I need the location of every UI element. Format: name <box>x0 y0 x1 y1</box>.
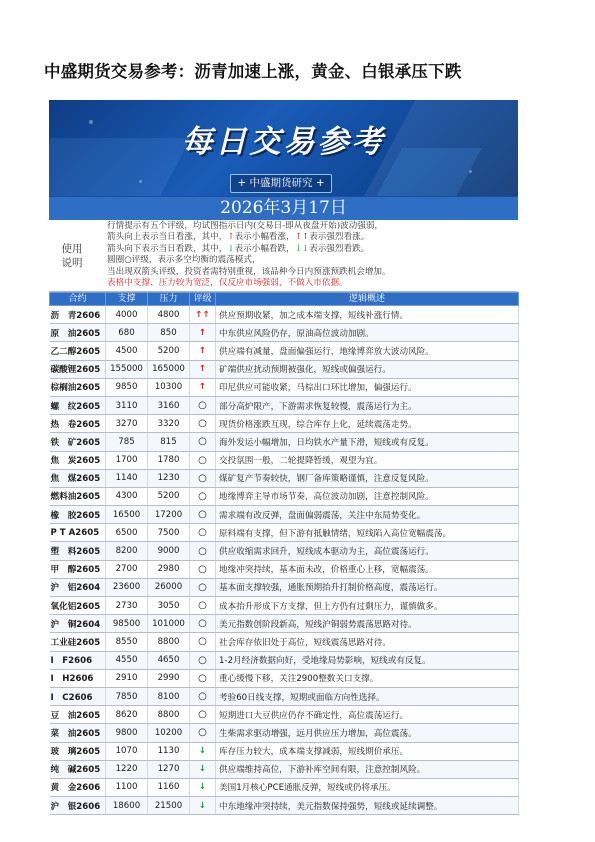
pressure-value: 21500 <box>148 797 190 815</box>
contract-name: 沪 银2606 <box>50 797 106 815</box>
contract-name: I C2606 <box>50 687 106 705</box>
logic-summary: 生柴需求驱动增强，远月供应压力增加，高位震荡。 <box>216 724 519 742</box>
rating-icon: ↑ <box>190 378 216 396</box>
pressure-value: 26000 <box>148 578 190 596</box>
pressure-value: 10300 <box>148 378 190 396</box>
rating-icon: ○ <box>190 451 216 469</box>
rating-icon: ○ <box>190 415 216 433</box>
pressure-value: 5200 <box>148 342 190 360</box>
contract-name: 菜 油2605 <box>50 724 106 742</box>
contract-name: 燃料油2605 <box>50 487 106 505</box>
logic-summary: 需求端有改反弹，盘面偏弱震荡，关注中东局势变化。 <box>216 506 519 524</box>
rating-icon: ↓ <box>190 742 216 760</box>
rating-icon: ↓ <box>190 760 216 778</box>
table-row <box>50 615 519 633</box>
pressure-value: 850 <box>148 324 190 342</box>
logic-summary: 美元指数创阶段新高，短线沪铜弱势震荡思路对待。 <box>216 615 519 633</box>
rating-icon: ↑ <box>190 360 216 378</box>
rating-icon: ↑ <box>190 342 216 360</box>
table-row <box>50 706 519 724</box>
logic-summary: 1-2月经济数据向好，受地缘局势影响，短线或有反复。 <box>216 651 519 669</box>
support-value: 18600 <box>106 797 148 815</box>
usage-line: 圆圈○评级，表示多空均衡的震荡模式， <box>107 255 261 266</box>
support-value: 2730 <box>106 597 148 615</box>
support-value: 6500 <box>106 524 148 542</box>
header-support: 支撑 <box>106 293 148 306</box>
table-row <box>50 687 519 705</box>
logic-summary: 原料端有支撑，但下游有抵触情绪，短线陷入高位宽幅震荡。 <box>216 524 519 542</box>
header-rating: 评级 <box>190 293 216 306</box>
logic-summary: 成本抬升形成下方支撑，但上方仍有过剩压力，谨慎做多。 <box>216 597 519 615</box>
contract-name: 碳酸锂2605 <box>50 360 106 378</box>
table-row <box>50 724 519 742</box>
support-value: 8620 <box>106 706 148 724</box>
contract-name: 甲 醇2605 <box>50 560 106 578</box>
rating-icon: ○ <box>190 669 216 687</box>
support-value: 98500 <box>106 615 148 633</box>
table-row <box>50 415 519 433</box>
table-row <box>50 469 519 487</box>
contract-name: 沥 青2606 <box>50 306 106 324</box>
table-row <box>50 506 519 524</box>
support-value: 8200 <box>106 542 148 560</box>
banner-subtitle: + 中盛期货研究 + <box>230 174 332 193</box>
support-value: 23600 <box>106 578 148 596</box>
table-row <box>50 742 519 760</box>
contract-name: 沪 铜2604 <box>50 615 106 633</box>
logic-summary: 库存压力较大，成本端支撑减弱，短线期价承压。 <box>216 742 519 760</box>
rating-icon: ○ <box>190 524 216 542</box>
support-value: 4550 <box>106 651 148 669</box>
table-row <box>50 542 519 560</box>
pressure-value: 9000 <box>148 542 190 560</box>
logic-summary: 地缘冲突持续，基本面未改，价格重心上移，宽幅震荡。 <box>216 560 519 578</box>
contract-name: 沪 铝2604 <box>50 578 106 596</box>
logic-summary: 供应端维持高位，下游补库空间有限，注意控制风险。 <box>216 760 519 778</box>
table-row <box>50 378 519 396</box>
logic-summary: 中东地缘冲突持续，美元指数保持强势，短线或延续调整。 <box>216 797 519 815</box>
logic-summary: 重心缓慢下移，关注2900整数关口支撑。 <box>216 669 519 687</box>
table-row <box>50 651 519 669</box>
rating-icon: ○ <box>190 542 216 560</box>
contract-name: 玻 璃2605 <box>50 742 106 760</box>
pressure-value: 1270 <box>148 760 190 778</box>
logic-summary: 中东供应风险仍存，原油高位波动加剧。 <box>216 324 519 342</box>
pressure-value: 7500 <box>148 524 190 542</box>
pressure-value: 2980 <box>148 560 190 578</box>
pressure-value: 3050 <box>148 597 190 615</box>
table-row <box>50 669 519 687</box>
trading-table <box>49 292 519 815</box>
rating-icon: ○ <box>190 396 216 414</box>
logic-summary: 美国1月核心PCE通胀反弹，短线或仍将承压。 <box>216 778 519 796</box>
logic-summary: 交投氛围一般，二轮提降暂缓，观望为宜。 <box>216 451 519 469</box>
logic-summary: 基本面支撑较强，通胀预期抬升打制价格高度，震荡运行。 <box>216 578 519 596</box>
support-value: 785 <box>106 433 148 451</box>
contract-name: 纯 碱2605 <box>50 760 106 778</box>
table-row <box>50 306 519 324</box>
table-header-row <box>50 293 519 306</box>
table-row <box>50 396 519 414</box>
logic-summary: 考验60日线支撑，短期或面临方向性选择。 <box>216 687 519 705</box>
usage-line: 行情提示有五个评级，均试图指示日内(交易日-即从夜盘开始)波动强弱， <box>107 221 384 231</box>
support-value: 8550 <box>106 633 148 651</box>
support-value: 3110 <box>106 396 148 414</box>
rating-icon: ○ <box>190 724 216 742</box>
pressure-value: 165000 <box>148 360 190 378</box>
usage-label-line: 说明 <box>61 257 83 269</box>
pressure-value: 1130 <box>148 742 190 760</box>
logic-summary: 印尼供应可能收紧，马棕出口环比增加，偏强运行。 <box>216 378 519 396</box>
pressure-value: 4800 <box>148 306 190 324</box>
rating-icon: ○ <box>190 687 216 705</box>
support-value: 9850 <box>106 378 148 396</box>
usage-label-line: 使用 <box>61 243 83 255</box>
pressure-value: 3320 <box>148 415 190 433</box>
support-value: 3270 <box>106 415 148 433</box>
report-date: 2026年3月17日 <box>49 196 518 220</box>
contract-name: 工业硅2605 <box>50 633 106 651</box>
contract-name: I H2606 <box>50 669 106 687</box>
logic-summary: 社会库存依旧处于高位，短线震荡思路对待。 <box>216 633 519 651</box>
support-value: 1220 <box>106 760 148 778</box>
contract-name: 豆 油2605 <box>50 706 106 724</box>
pressure-value: 17200 <box>148 506 190 524</box>
rating-icon: ○ <box>190 578 216 596</box>
contract-name: 原 油2605 <box>50 324 106 342</box>
pressure-value: 4650 <box>148 651 190 669</box>
rating-icon: ○ <box>190 597 216 615</box>
usage-notes <box>49 220 518 292</box>
table-body <box>50 306 519 815</box>
logic-summary: 供应端有减量，盘面偏强运行，地缘博弈放大波动风险。 <box>216 342 519 360</box>
rating-icon: ○ <box>190 615 216 633</box>
logic-summary: 部分高炉限产，下游需求恢复较慢，震荡运行为主。 <box>216 396 519 414</box>
contract-name: 塑 料2605 <box>50 542 106 560</box>
table-row <box>50 760 519 778</box>
logic-summary: 供应收缩需求回升，短线成本驱动为主，高位震荡运行。 <box>216 542 519 560</box>
pressure-value: 101000 <box>148 615 190 633</box>
pressure-value: 8800 <box>148 633 190 651</box>
rating-icon: ○ <box>190 433 216 451</box>
pressure-value: 5200 <box>148 487 190 505</box>
table-row <box>50 778 519 796</box>
support-value: 1100 <box>106 778 148 796</box>
table-row <box>50 360 519 378</box>
rating-icon: ↓ <box>190 778 216 796</box>
banner-title: 每日交易参考 <box>181 124 386 160</box>
support-value: 16500 <box>106 506 148 524</box>
support-value: 1140 <box>106 469 148 487</box>
pressure-value: 8800 <box>148 706 190 724</box>
logic-summary: 地缘博弈主导市场节奏，高位波动加剧，注意控制风险。 <box>216 487 519 505</box>
table-row <box>50 451 519 469</box>
usage-line-down: 箭头向下表示当日看跌，其中，↓表示小幅看跌，↓↓表示强烈看跌。 <box>107 243 370 254</box>
usage-line-up: 箭头向上表示当日看涨，其中，↑表示小幅看涨，↑↑表示强烈看涨。 <box>107 232 370 243</box>
support-value: 4000 <box>106 306 148 324</box>
support-value: 1700 <box>106 451 148 469</box>
table-row <box>50 433 519 451</box>
support-value: 4300 <box>106 487 148 505</box>
table-row <box>50 597 519 615</box>
pressure-value: 10200 <box>148 724 190 742</box>
support-value: 155000 <box>106 360 148 378</box>
contract-name: 棕榈油2605 <box>50 378 106 396</box>
rating-icon: ○ <box>190 560 216 578</box>
rating-icon: ○ <box>190 633 216 651</box>
header-contract: 合约 <box>50 293 106 306</box>
table-row <box>50 797 519 815</box>
rating-icon: ○ <box>190 487 216 505</box>
logic-summary: 现货价格涨跌互现，综合库存上化，延续震荡走势。 <box>216 415 519 433</box>
table-row <box>50 324 519 342</box>
rating-icon: ○ <box>190 469 216 487</box>
table-row <box>50 633 519 651</box>
support-value: 4500 <box>106 342 148 360</box>
support-value: 9800 <box>106 724 148 742</box>
usage-label <box>49 220 95 292</box>
table-row <box>50 560 519 578</box>
logic-summary: 矿端供应扰动预期被强化，短线或偏强运行。 <box>216 360 519 378</box>
usage-line: 当出现双箭头评级，投资者需特别重视，该品种今日内预涨预跌机会增加。 <box>107 266 391 277</box>
contract-name: P T A2605 <box>50 524 106 542</box>
contract-name: 热 卷2605 <box>50 415 106 433</box>
support-value: 2700 <box>106 560 148 578</box>
usage-disclaimer: 表格中支撑、压力较为宽泛，仅反应市场强弱，不做入市依据。 <box>107 278 348 289</box>
rating-icon: ○ <box>190 706 216 724</box>
contract-name: I F2606 <box>50 651 106 669</box>
logic-summary: 海外发运小幅增加，日均铁水产量下滑，短线或有反复。 <box>216 433 519 451</box>
contract-name: 橡 胶2605 <box>50 506 106 524</box>
contract-name: 螺 纹2605 <box>50 396 106 414</box>
contract-name: 乙二醇2605 <box>50 342 106 360</box>
logic-summary: 供应预期收紧，加之成本端支撑，短线补涨行情。 <box>216 306 519 324</box>
support-value: 1070 <box>106 742 148 760</box>
contract-name: 铁 矿2605 <box>50 433 106 451</box>
pressure-value: 8100 <box>148 687 190 705</box>
table-row <box>50 487 519 505</box>
table-row <box>50 342 519 360</box>
pressure-value: 1230 <box>148 469 190 487</box>
pressure-value: 1160 <box>148 778 190 796</box>
pressure-value: 3160 <box>148 396 190 414</box>
support-value: 680 <box>106 324 148 342</box>
contract-name: 黄 金2606 <box>50 778 106 796</box>
rating-icon: ○ <box>190 651 216 669</box>
pressure-value: 2990 <box>148 669 190 687</box>
table-row <box>50 578 519 596</box>
header-logic: 逻辑概述 <box>216 293 519 306</box>
banner-dot <box>139 180 142 183</box>
headline: 中盛期货交易参考：沥青加速上涨，黄金、白银承压下跌 <box>44 62 462 81</box>
header-pressure: 压力 <box>148 293 190 306</box>
contract-name: 焦 炭2605 <box>50 451 106 469</box>
support-value: 2910 <box>106 669 148 687</box>
logic-summary: 煤矿复产节奏较快，钢厂备库策略谨慎，注意反复风险。 <box>216 469 519 487</box>
support-value: 7850 <box>106 687 148 705</box>
banner-dot <box>469 170 472 173</box>
rating-icon: ↑↑ <box>190 306 216 324</box>
contract-name: 氧化铝2605 <box>50 597 106 615</box>
rating-icon: ↓ <box>190 797 216 815</box>
rating-icon: ↑ <box>190 324 216 342</box>
logic-summary: 短期进口大豆供应仍存不确定性，高位震荡运行。 <box>216 706 519 724</box>
table-row <box>50 524 519 542</box>
usage-lines <box>107 221 514 289</box>
pressure-value: 815 <box>148 433 190 451</box>
pressure-value: 1780 <box>148 451 190 469</box>
contract-name: 焦 煤2605 <box>50 469 106 487</box>
report-sheet <box>44 86 520 834</box>
rating-icon: ○ <box>190 506 216 524</box>
